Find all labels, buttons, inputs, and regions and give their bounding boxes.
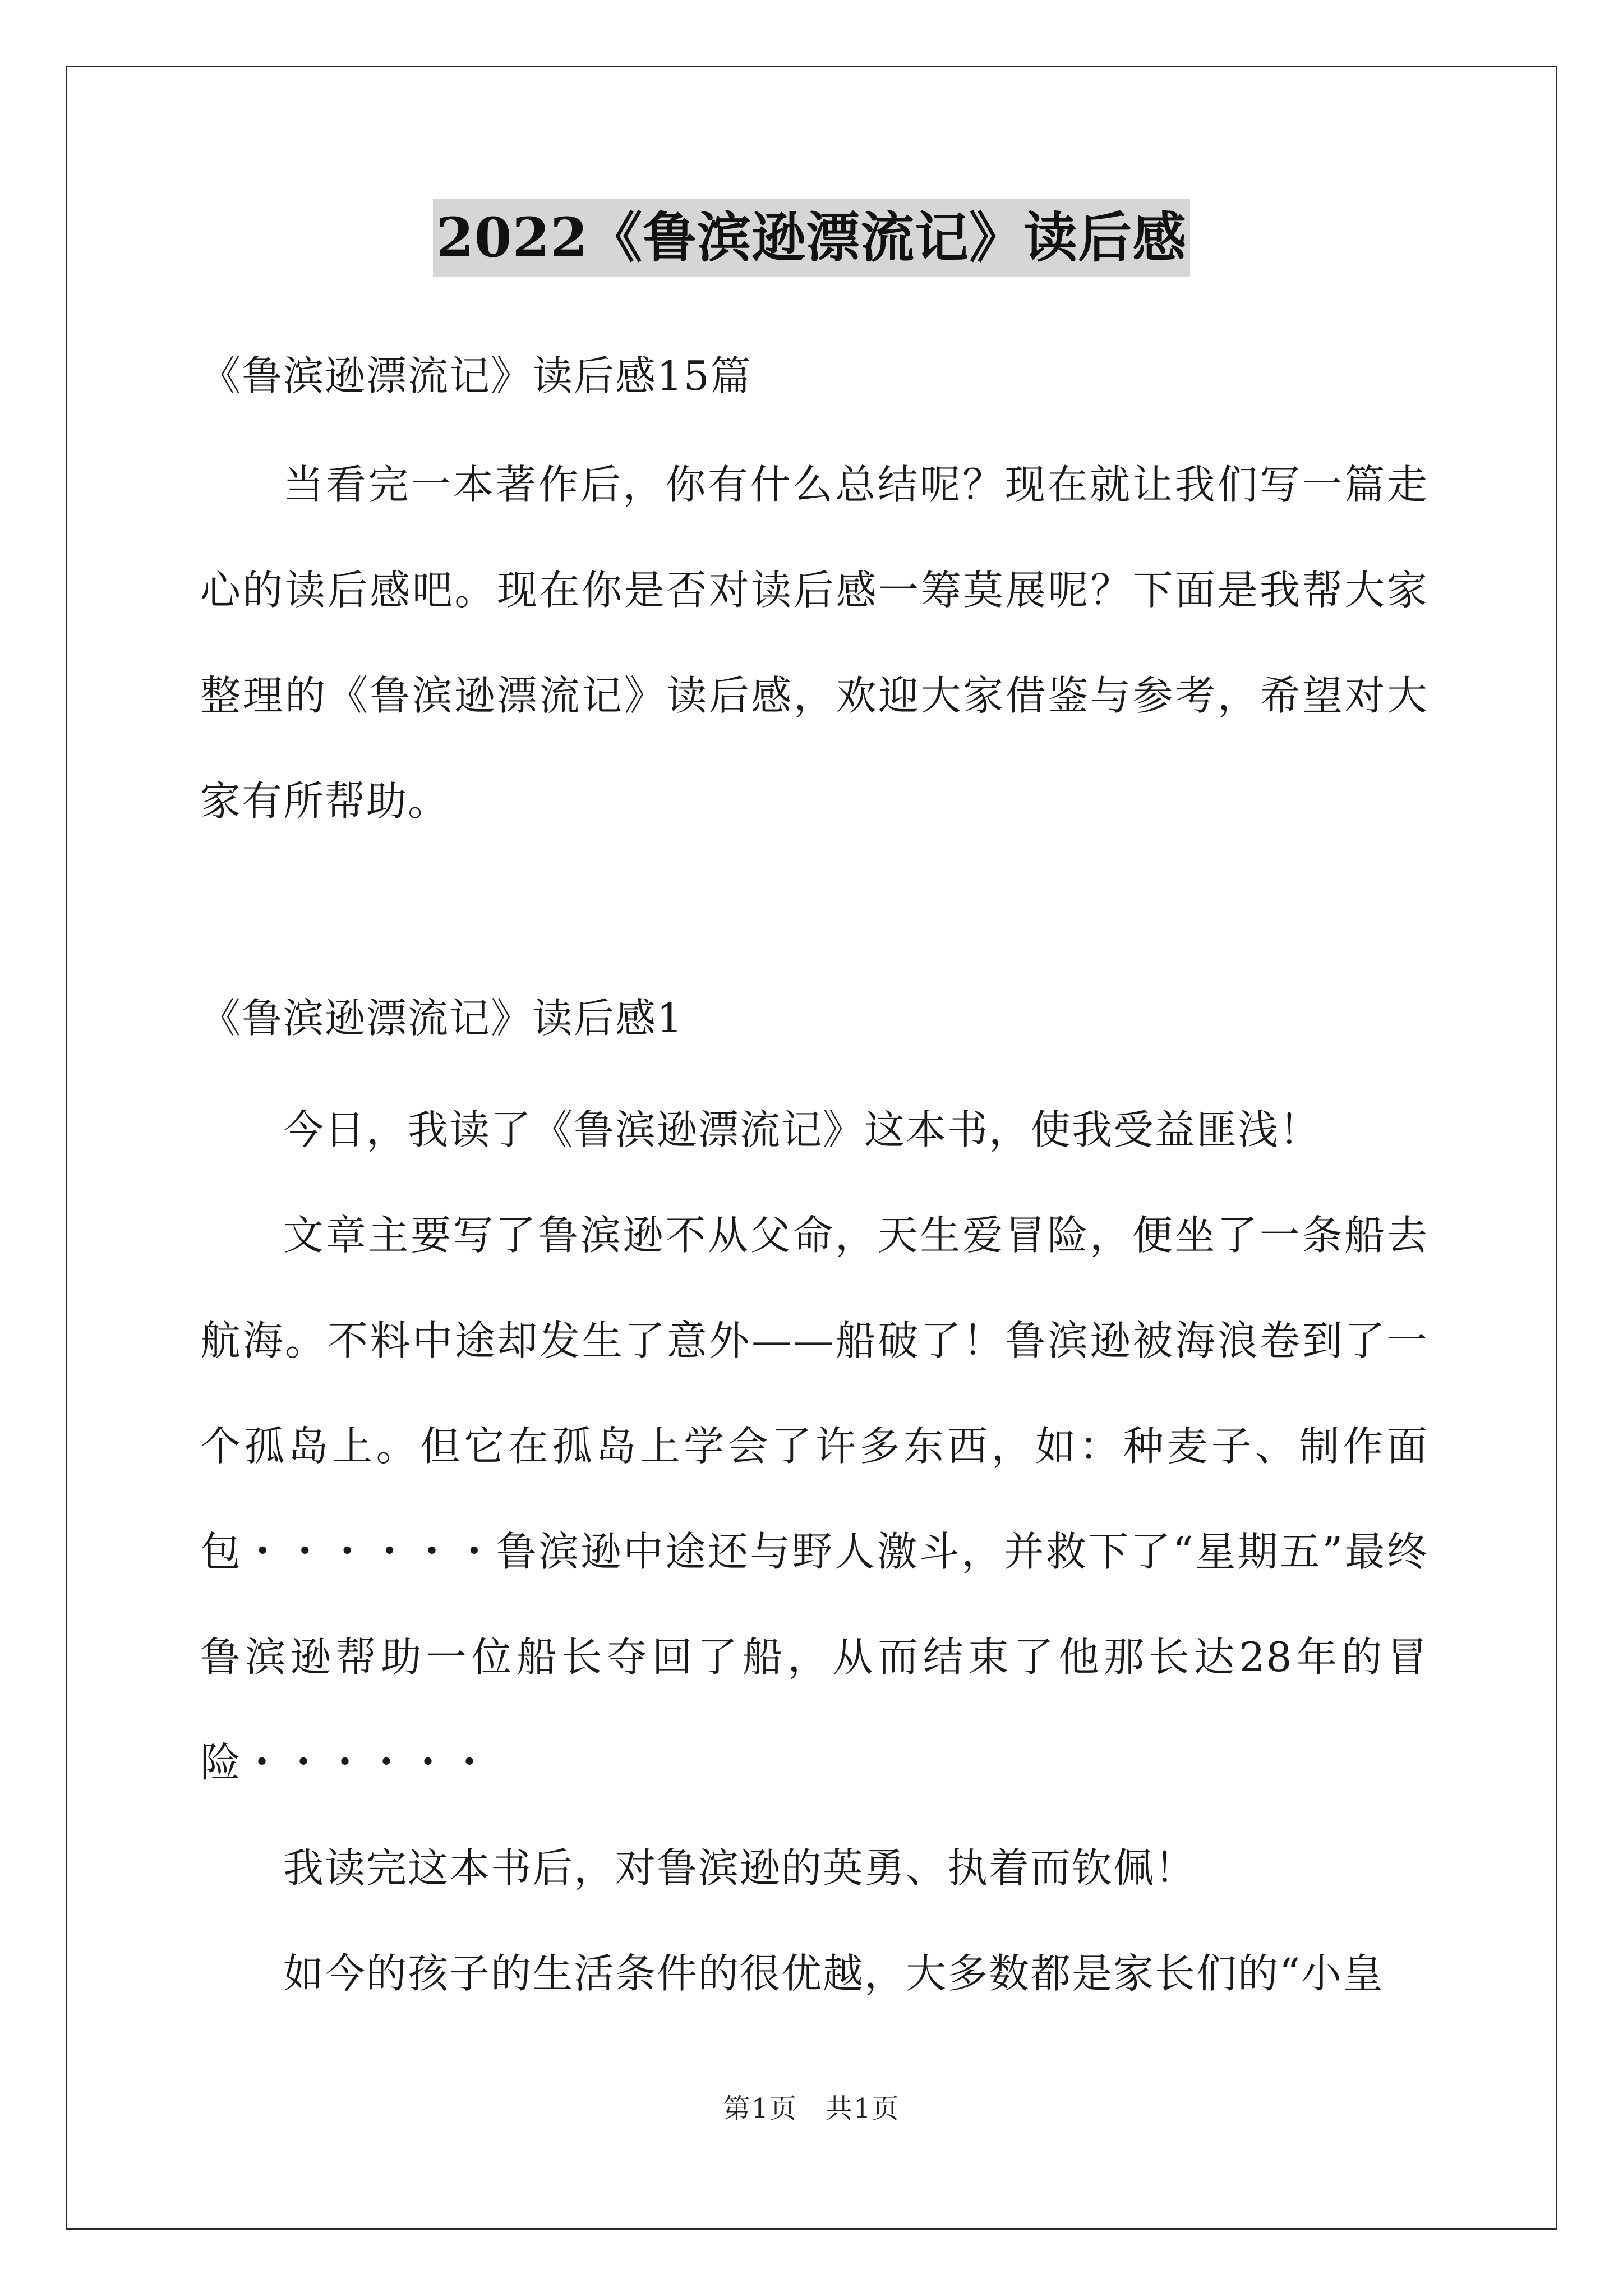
page-number-total: 共1页 — [826, 2093, 900, 2124]
body-section — [200, 1077, 1428, 2026]
section-heading: 《鲁滨逊漂流记》读后感1 — [200, 995, 684, 1042]
page-footer — [0, 2087, 1623, 2125]
title-container — [0, 199, 1623, 277]
document-subtitle: 《鲁滨逊漂流记》读后感15篇 — [200, 352, 752, 399]
intro-section — [200, 432, 1428, 854]
document-title: 2022《鲁滨逊漂流记》读后感 — [433, 199, 1190, 277]
body-paragraph: 我读完这本书后，对鲁滨逊的英勇、执着而钦佩！ — [283, 1844, 1197, 1892]
body-paragraph: 今日，我读了《鲁滨逊漂流记》这本书，使我受益匪浅！ — [283, 1106, 1321, 1153]
body-paragraph: 如今的孩子的生活条件的很优越，大多数都是家长们的“小皇 — [283, 1950, 1384, 1997]
intro-paragraph: 当看完一本著作后，你有什么总结呢？现在就让我们写一篇走心的读后感吧。现在你是否对读后感一筹莫展呢？下面是我帮大家整理的《鲁滨逊漂流记》读后感，欢迎大家借鉴与参考，希望对大家有所帮助。 — [200, 461, 1428, 825]
page-number-current: 第1页 — [723, 2093, 797, 2124]
body-paragraph: 文章主要写了鲁滨逊不从父命，天生爱冒险，便坐了一条船去航海。不料中途却发生了意外——船破了！鲁滨逊被海浪卷到了一个孤岛上。但它在孤岛上学会了许多东西，如：种麦子、制作面包・・・・・・鲁滨逊中途还与野人激斗，并救下了“星期五”最终鲁滨逊帮助一位船长夺回了船，从而结束了他那长达28年的冒险・・・・・・ — [200, 1212, 1428, 1786]
